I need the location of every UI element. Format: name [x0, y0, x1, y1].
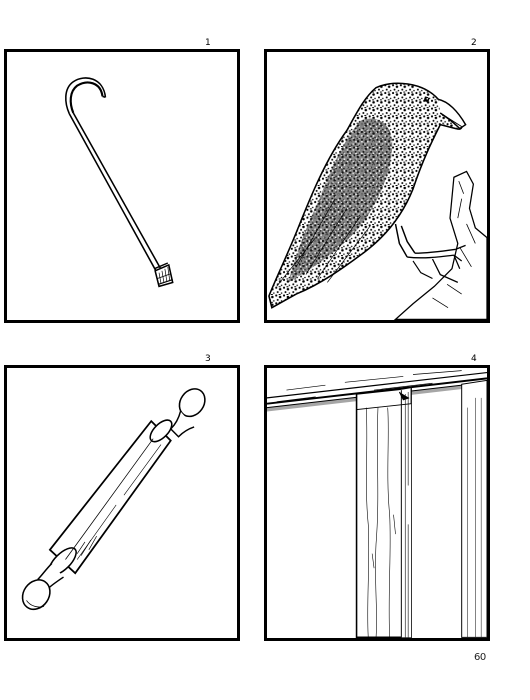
post-beam-illustration — [267, 368, 487, 638]
crow-illustration — [267, 52, 487, 320]
panel-number-4: 4 — [471, 354, 477, 364]
panel-crow[interactable] — [264, 49, 490, 323]
panel-cane[interactable] — [4, 49, 240, 323]
panel-rolling-pin[interactable] — [4, 365, 240, 641]
page-number: 60 — [474, 652, 486, 663]
panel-post-beam[interactable] — [264, 365, 490, 641]
rolling-pin-illustration — [7, 368, 237, 638]
panel-number-2: 2 — [471, 38, 477, 48]
panel-number-1: 1 — [205, 38, 211, 48]
cane-illustration — [7, 52, 237, 320]
panel-number-3: 3 — [205, 354, 211, 364]
